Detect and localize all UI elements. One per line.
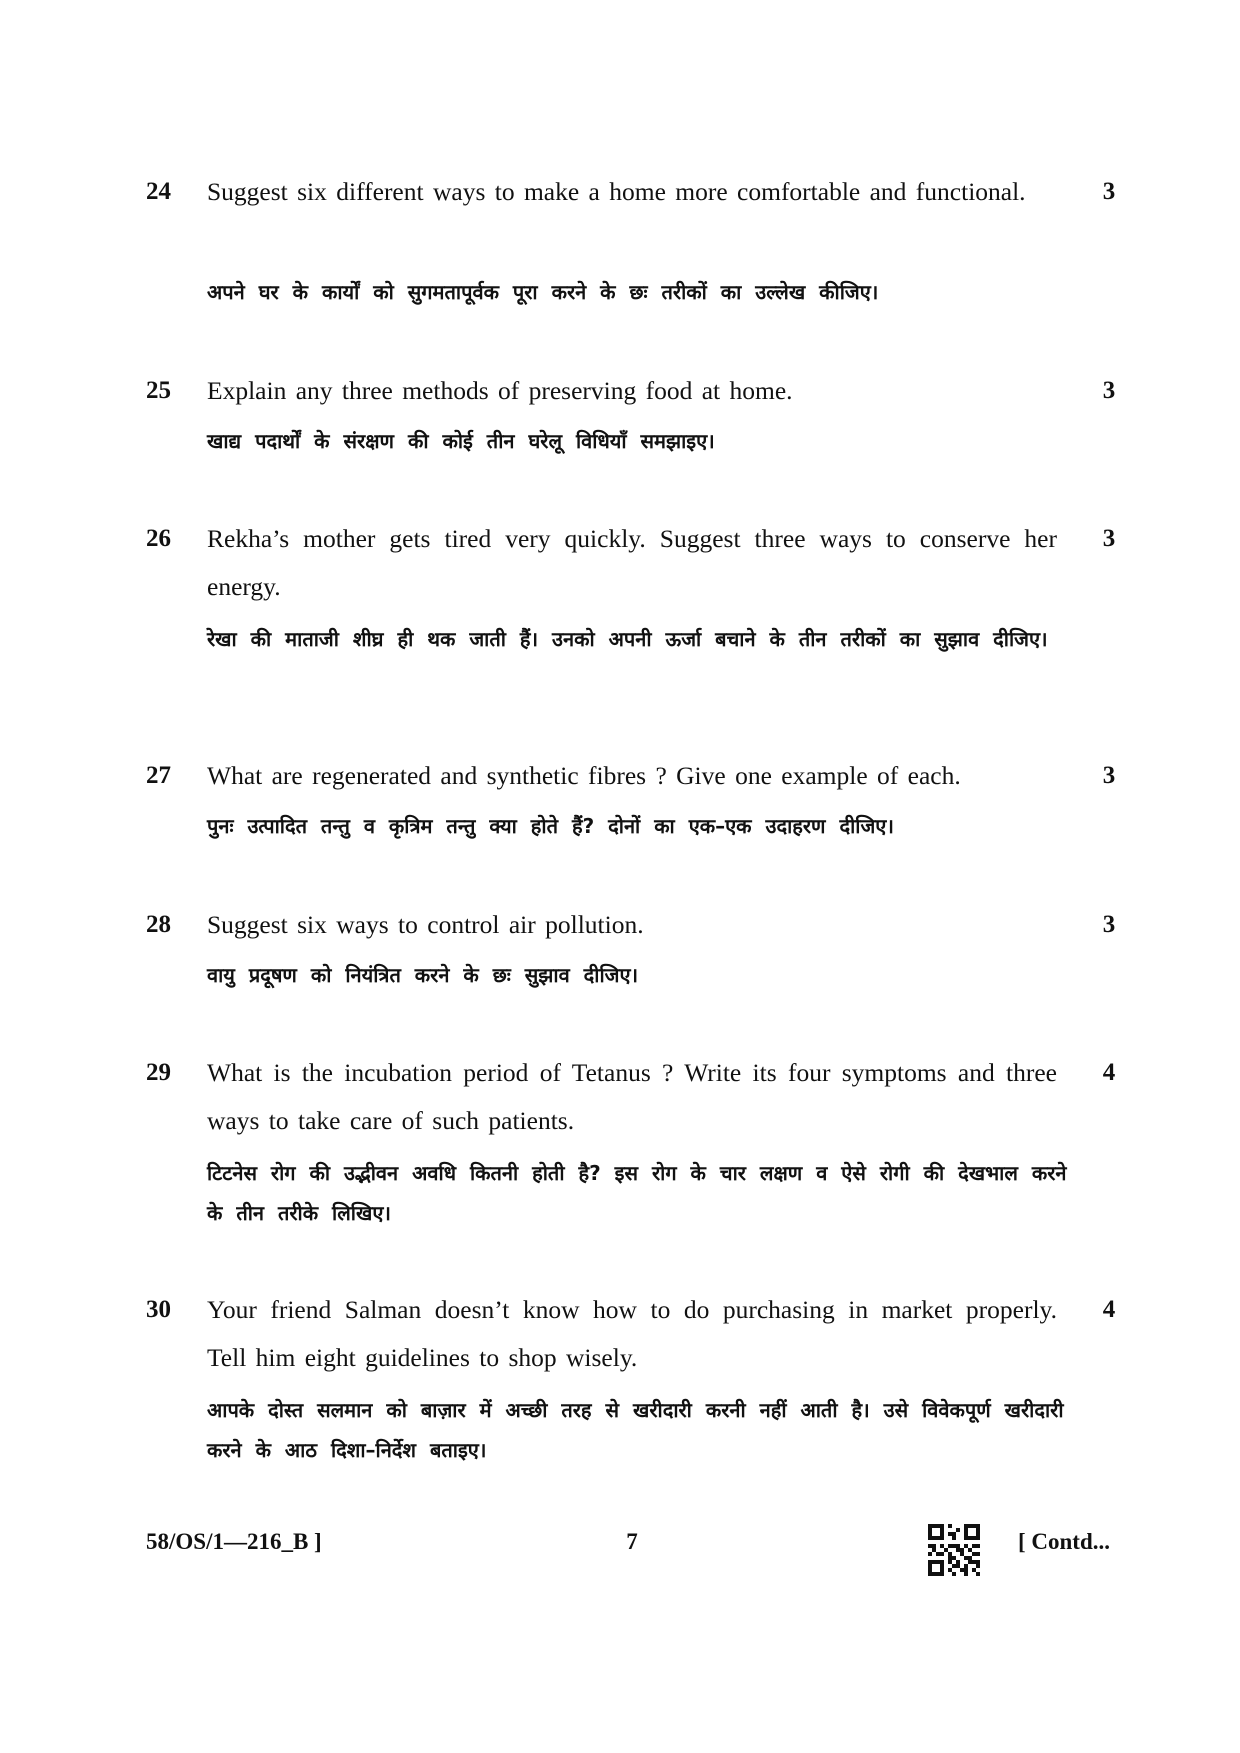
question-marks: 4 (1102, 1059, 1116, 1086)
question-text-hindi: टिटनेस रोग की उद्भीवन अवधि कितनी होती है? इस रोग के चार लक्षण व ऐसे रोगी की देखभाल करने के तीन तरीके लिखिए। (207, 1161, 1067, 1225)
question-marks: 3 (1102, 525, 1116, 552)
question-marks: 3 (1102, 762, 1116, 789)
paper-code: 58/OS/1—216_B ] (146, 1529, 322, 1554)
question-text-hindi: अपने घर के कार्यों को सुगमतापूर्वक पूरा करने के छः तरीकों का उल्लेख कीजिए। (207, 280, 879, 304)
page-footer (0, 1524, 1240, 1584)
question-number: 26 (146, 525, 171, 552)
question-text-english: Rekha’s mother gets tired very quickly. Suggest three ways to conserve her energy. (207, 524, 1057, 601)
question-text-hindi: खाद्य पदार्थों के संरक्षण की कोई तीन घरेलू विधियाँ समझाइए। (207, 429, 715, 453)
continued-label: [ Contd... (1018, 1529, 1111, 1554)
question-number: 27 (146, 762, 171, 789)
question-number: 30 (146, 1296, 171, 1323)
question-number: 24 (146, 178, 171, 205)
question-text-english: Explain any three methods of preserving food at home. (207, 376, 793, 405)
question-text-english: Suggest six ways to control air pollution. (207, 910, 644, 939)
question-number: 28 (146, 911, 171, 938)
question-marks: 3 (1102, 377, 1116, 404)
question-text-hindi: वायु प्रदूषण को नियंत्रित करने के छः सुझाव दीजिए। (207, 963, 639, 987)
question-text-hindi: आपके दोस्त सलमान को बाज़ार में अच्छी तरह से खरीदारी करनी नहीं आती है। उसे विवेकपूर्ण खरीदारी करने के आठ दिशा–निर्देश बताइए। (207, 1398, 1064, 1462)
question-marks: 3 (1102, 178, 1116, 205)
question-text-hindi: पुनः उत्पादित तन्तु व कृत्रिम तन्तु क्या होते हैं? दोनों का एक–एक उदाहरण दीजिए। (207, 814, 894, 838)
question-number: 25 (146, 377, 171, 404)
question-text-english: What are regenerated and synthetic fibres ? Give one example of each. (207, 761, 961, 790)
page-number: 7 (626, 1529, 638, 1554)
question-text-hindi: रेखा की माताजी शीघ्र ही थक जाती हैं। उनको अपनी ऊर्जा बचाने के तीन तरीकों का सुझाव दीजिए। (207, 627, 1048, 651)
question-number: 29 (146, 1059, 171, 1086)
question-text-english: What is the incubation period of Tetanus ? Write its four symptoms and three ways to take care of such patients. (207, 1058, 1057, 1135)
question-marks: 4 (1102, 1296, 1116, 1323)
question-marks: 3 (1102, 911, 1116, 938)
question-text-english: Your friend Salman doesn’t know how to do purchasing in market properly. Tell him eight guidelines to shop wisely. (207, 1295, 1057, 1372)
qr-code-icon (928, 1524, 980, 1576)
question-text-english: Suggest six different ways to make a home more comfortable and functional. (207, 177, 1026, 206)
